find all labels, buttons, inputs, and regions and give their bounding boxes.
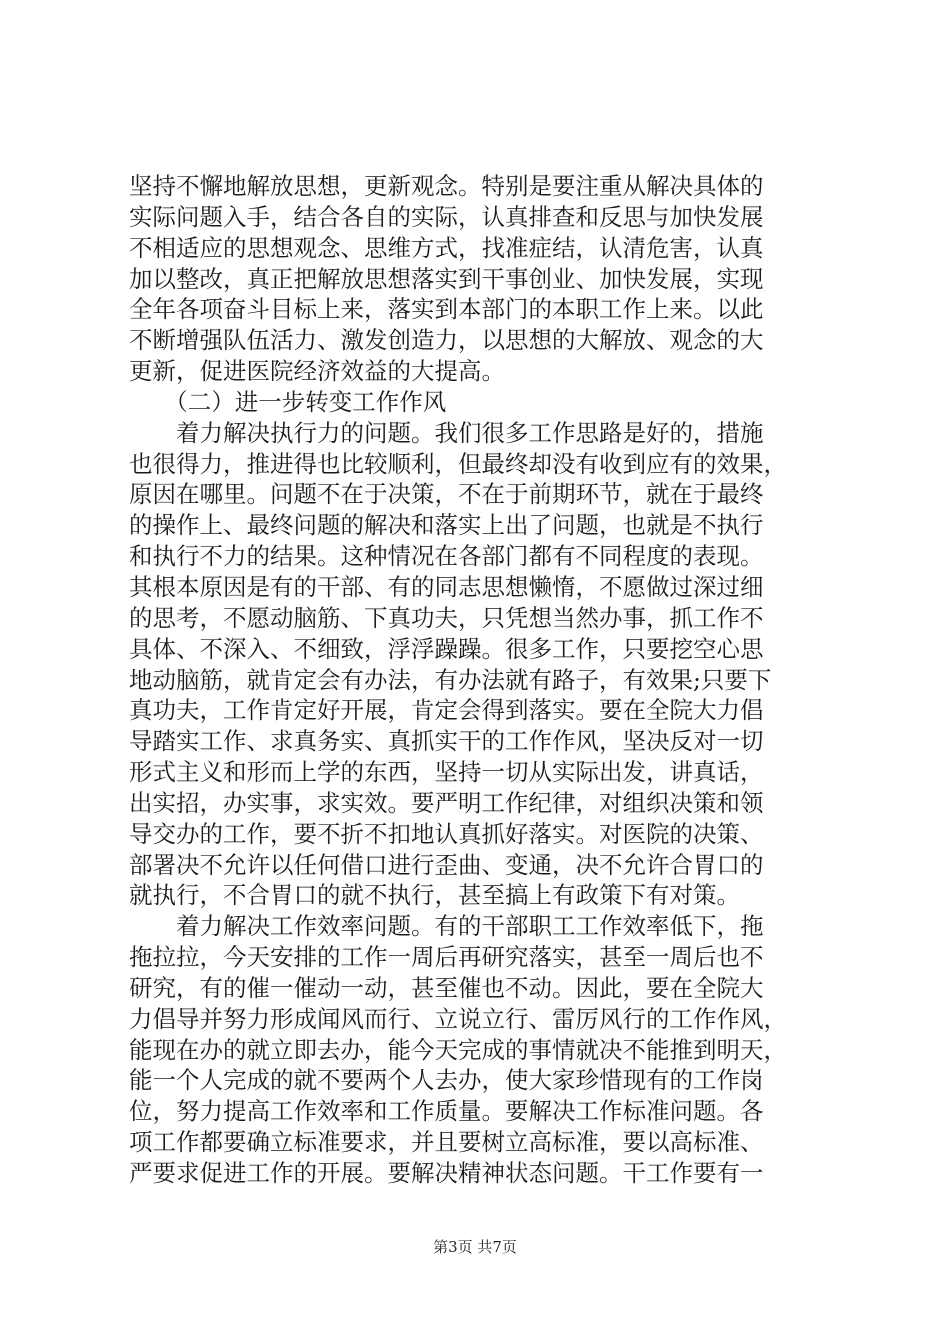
- text-line: 形式主义和形而上学的东西，坚持一切从实际出发，讲真话，: [129, 758, 764, 787]
- text-line: 部署决不允许以任何借口进行歪曲、变通，决不允许合胃口的: [129, 850, 764, 879]
- text-line: 其根本原因是有的干部、有的同志思想懒惰，不愿做过深过细: [129, 572, 764, 601]
- text-line: 坚持不懈地解放思想，更新观念。特别是要注重从解决具体的: [129, 172, 764, 200]
- text-line: 地动脑筋，就肯定会有办法，有办法就有路子，有效果;只要下: [129, 665, 772, 694]
- text-line: 全年各项奋斗目标上来，落实到本部门的本职工作上来。以此: [129, 295, 764, 324]
- text-line: 严要求促进工作的开展。要解决精神状态问题。干工作要有一: [129, 1159, 764, 1187]
- text-line: 着力解决工作效率问题。有的干部职工工作效率低下，拖: [129, 912, 764, 941]
- text-line: 原因在哪里。问题不在于决策，不在于前期环节，就在于最终: [129, 480, 764, 509]
- text-line: 研究，有的催一催动一动，甚至催也不动。因此，要在全院大: [129, 973, 764, 1002]
- text-line: 也很得力，推进得也比较顺利，但最终却没有收到应有的效果，: [129, 449, 787, 478]
- text-line: 力倡导并努力形成闻风而行、立说立行、雷厉风行的工作作风，: [129, 1004, 787, 1033]
- text-line: 实际问题入手，结合各自的实际，认真排查和反思与加快发展: [129, 202, 764, 231]
- text-line: 导踏实工作、求真务实、真抓实干的工作作风，坚决反对一切: [129, 727, 764, 756]
- text-line: （二）进一步转变工作作风: [129, 387, 447, 416]
- text-line: 就执行，不合胃口的就不执行，甚至搞上有政策下有对策。: [129, 881, 740, 910]
- text-line: 项工作都要确立标准要求，并且要树立高标准，要以高标准、: [129, 1128, 764, 1157]
- text-line: 位，努力提高工作效率和工作质量。要解决工作标准问题。各: [129, 1097, 764, 1126]
- text-line: 具体、不深入、不细致，浮浮躁躁。很多工作，只要挖空心思: [129, 634, 764, 663]
- text-line: 不断增强队伍活力、激发创造力，以思想的大解放、观念的大: [129, 326, 764, 355]
- text-line: 真功夫，工作肯定好开展，肯定会得到落实。要在全院大力倡: [129, 696, 764, 725]
- text-line: 能现在办的就立即去办，能今天完成的事情就决不能推到明天，: [129, 1035, 787, 1064]
- text-line: 更新，促进医院经济效益的大提高。: [129, 357, 505, 386]
- body-text: [129, 171, 829, 1189]
- text-line: 能一个人完成的就不要两个人去办，使大家珍惜现有的工作岗: [129, 1066, 764, 1095]
- text-line: 不相适应的思想观念、思维方式，找准症结，认清危害，认真: [129, 233, 764, 262]
- text-line: 和执行不力的结果。这种情况在各部门都有不同程度的表现。: [129, 542, 764, 571]
- text-line: 导交办的工作，要不折不扣地认真抓好落实。对医院的决策、: [129, 819, 764, 848]
- text-line: 的思考，不愿动脑筋、下真功夫，只凭想当然办事，抓工作不: [129, 603, 764, 632]
- text-line: 着力解决执行力的问题。我们很多工作思路是好的，措施: [129, 418, 764, 447]
- text-line: 出实招，办实事，求实效。要严明工作纪律，对组织决策和领: [129, 788, 764, 817]
- text-line: 的操作上、最终问题的解决和落实上出了问题，也就是不执行: [129, 511, 764, 540]
- text-line: 加以整改，真正把解放思想落实到干事创业、加快发展，实现: [129, 264, 764, 293]
- page-footer: 第3页 共7页: [433, 1238, 517, 1256]
- text-line: 拖拉拉，今天安排的工作一周后再研究落实，甚至一周后也不: [129, 943, 764, 972]
